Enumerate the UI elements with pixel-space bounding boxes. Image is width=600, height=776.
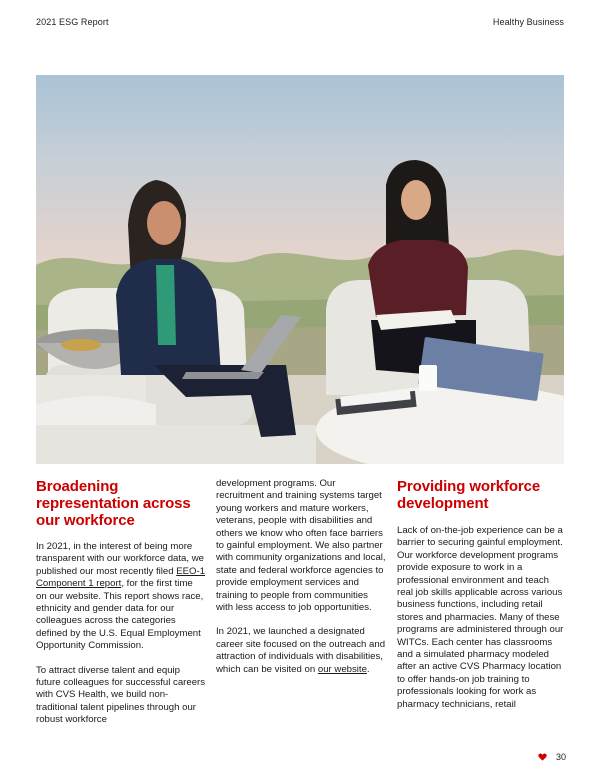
section-title: Healthy Business bbox=[492, 17, 564, 27]
page-number: 30 bbox=[555, 752, 566, 762]
eeo-report-link[interactable]: EEO-1 Component 1 report bbox=[36, 565, 206, 590]
heading-broadening-representation: Broadening representation across our workforce bbox=[36, 478, 191, 529]
page-footer bbox=[538, 752, 566, 762]
paragraph-development-programs: development programs. Our recruitment and training systems target young workers and mature workers, veterans, people with disabilities and others we know who often face barriers to gainful employment. We also partner with community organizations and local, state and federal workforce agencies to provide employment services and training to people from communities with less access to job opportunities. bbox=[216, 478, 386, 614]
heart-icon bbox=[538, 753, 547, 761]
report-title: 2021 ESG Report bbox=[36, 17, 109, 27]
heading-workforce-development: Providing workforce development bbox=[397, 478, 541, 512]
text-segment: In 2021, we launched a designated career site focused on the outreach and attraction of individuals with disabilities, which can be visited on bbox=[216, 626, 386, 675]
paragraph-on-the-job-experience: Lack of on-the-job experience can be a barrier to securing gainful employment. Our workforce development programs provide exposure to work in a professional environment and teach real job skills applicable across various business functions, including retail stores and pharmacies. Many of these programs are administered through our WITCs. Each center has classrooms and a simulated pharmacy modeled after an active CVS Pharmacy location to offer hands-on job training to professionals looking for work as pharmacy technicians, retail bbox=[397, 525, 564, 710]
paragraph-career-site bbox=[216, 626, 386, 676]
paragraph-eeo-report bbox=[36, 541, 206, 653]
text-segment: , for the first time on our website. This report shows race, ethnicity and gender data for our colleagues across the categories defined by the U.S. Equal Employment Opportunity Commission. bbox=[36, 578, 204, 652]
column-2 bbox=[216, 478, 386, 688]
text-segment: . bbox=[366, 663, 370, 675]
website-link[interactable]: our website bbox=[317, 663, 367, 675]
column-1 bbox=[36, 478, 206, 739]
meeting-photo bbox=[36, 75, 564, 464]
text-segment: In 2021, in the interest of being more transparent with our workforce data, we published our most recently filed bbox=[36, 541, 204, 577]
paragraph-talent-pipelines: To attract diverse talent and equip future colleagues for successful careers with CVS Health, we build non-traditional talent pipelines through our robust workforce bbox=[36, 664, 206, 726]
column-3 bbox=[397, 478, 565, 723]
